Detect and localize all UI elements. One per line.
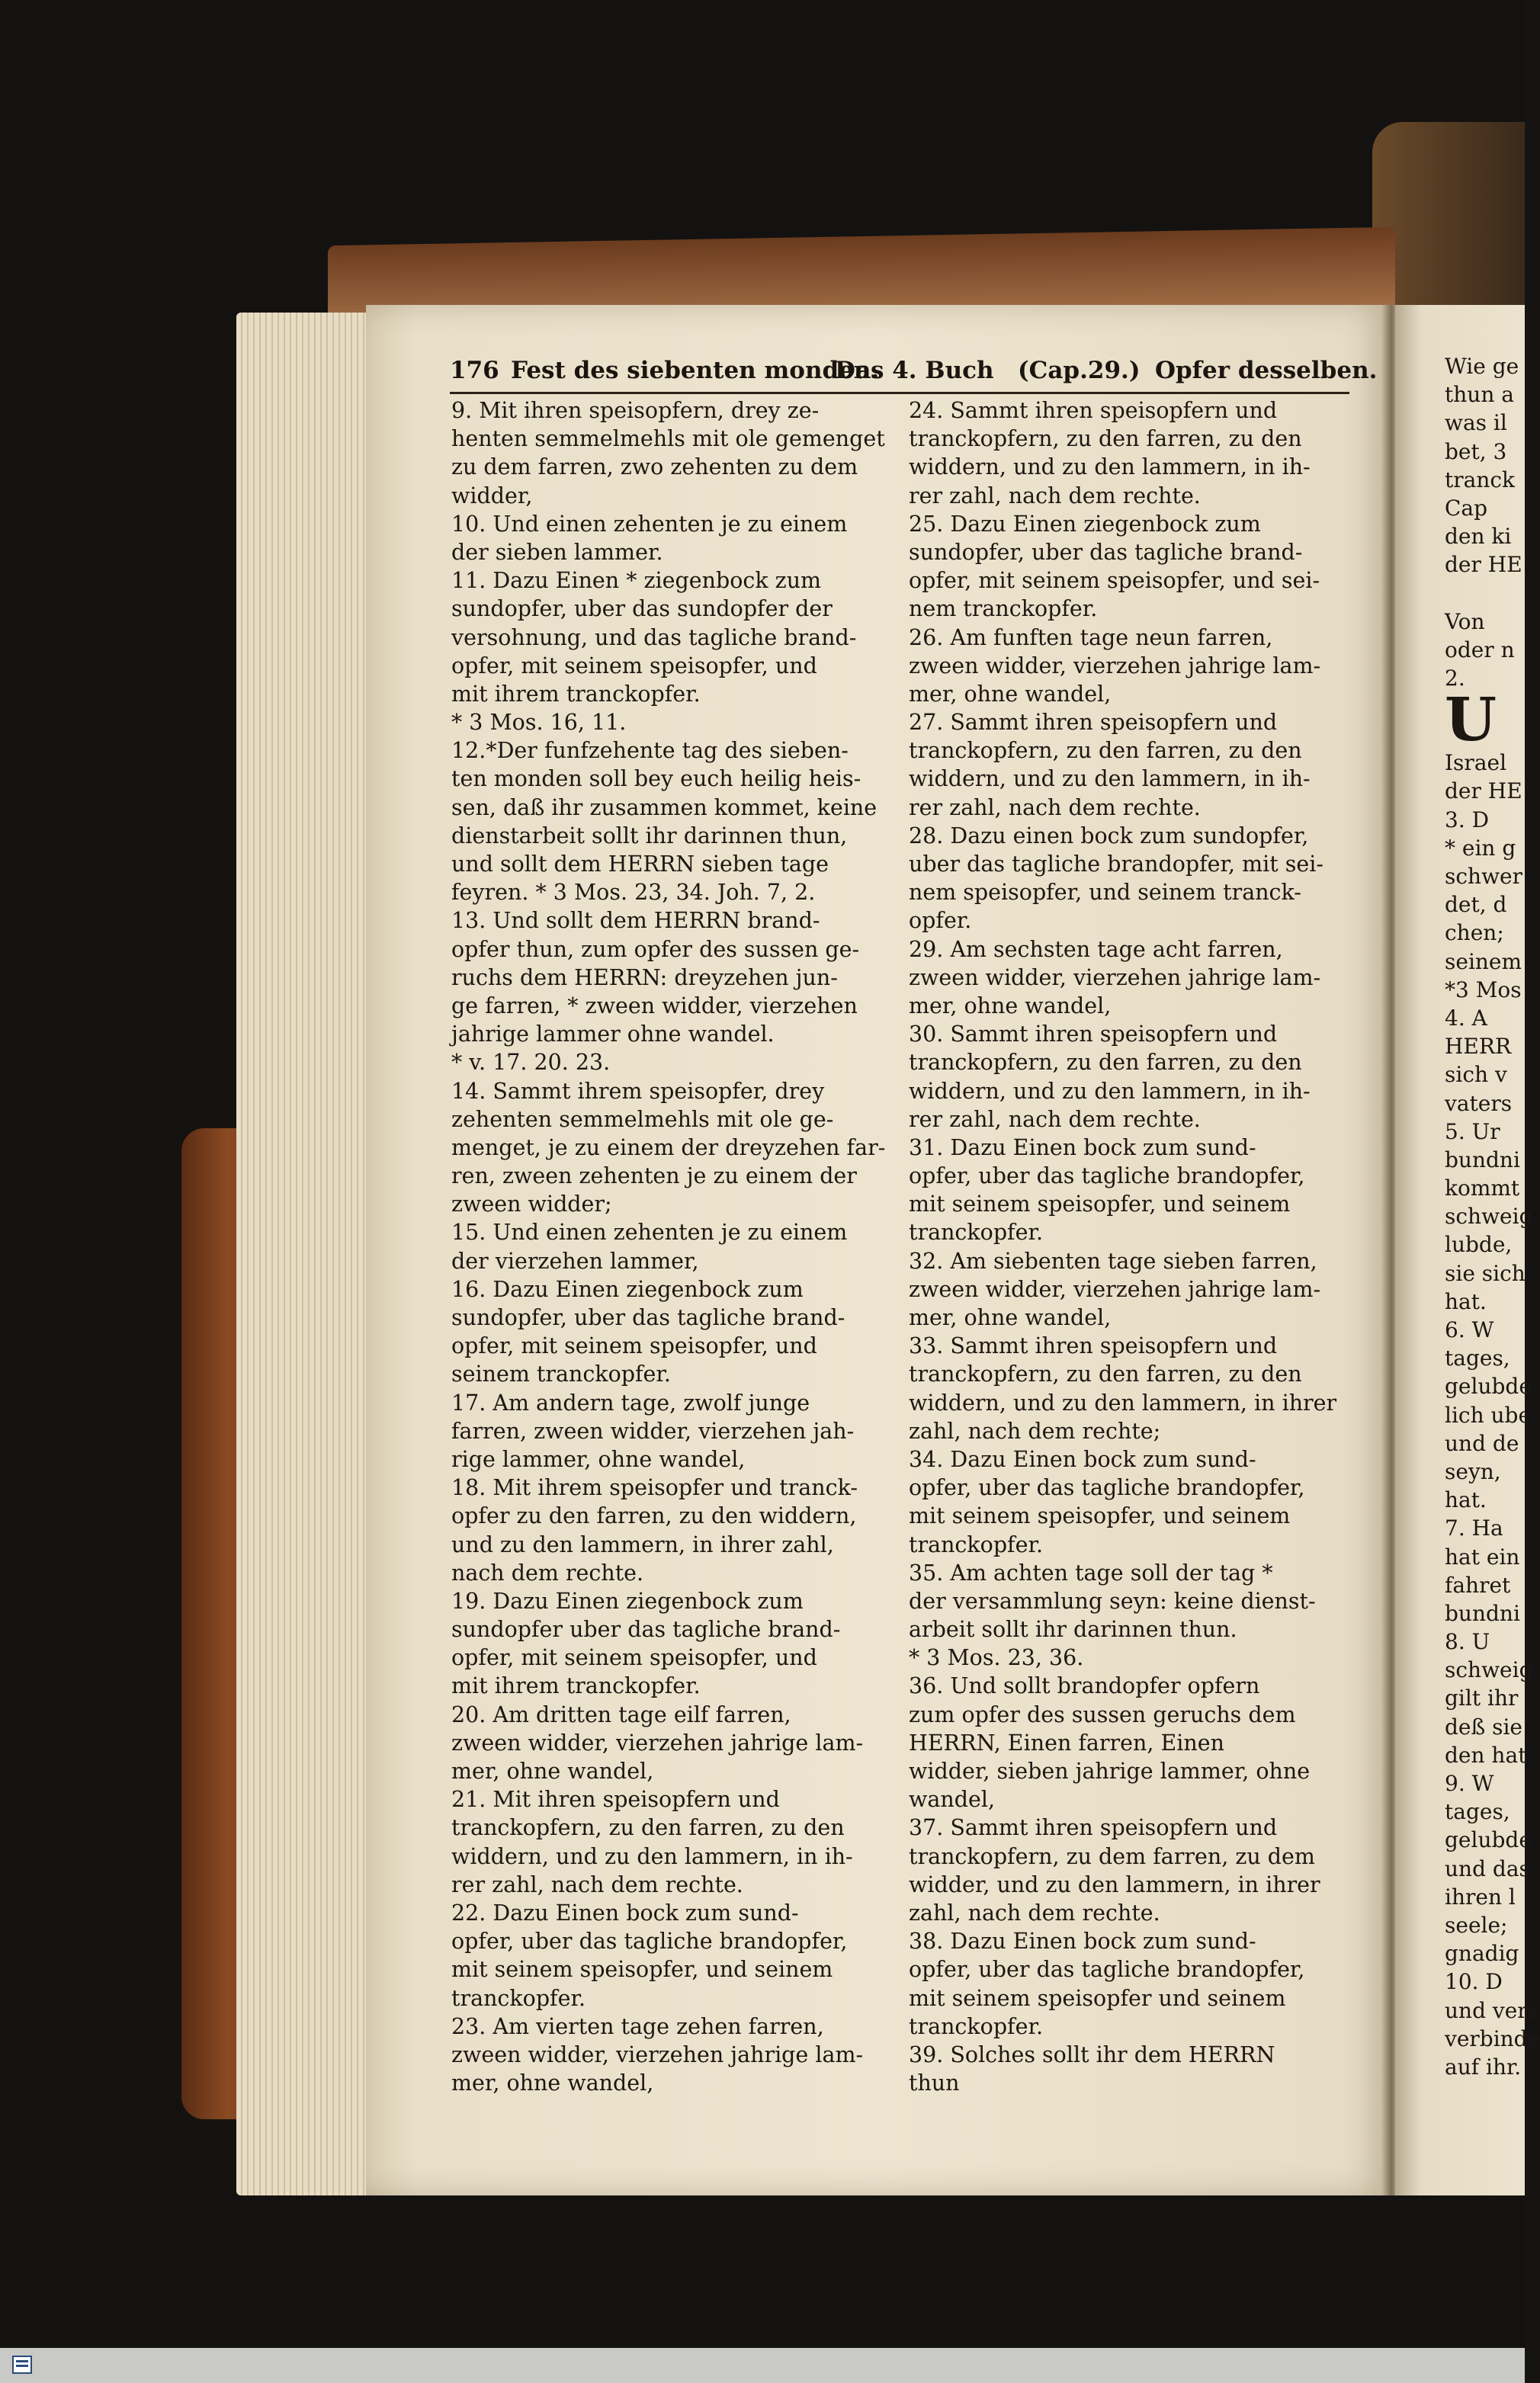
- text-line: 28. Dazu einen bock zum sundopfer,: [909, 823, 1309, 848]
- facing-text-line: 2.: [1445, 666, 1465, 691]
- text-line: opfer, mit seinem speisopfer, und sei-: [909, 568, 1320, 594]
- text-line: 32. Am siebenten tage sieben farren,: [909, 1248, 1317, 1274]
- facing-text-line: und das: [1445, 1855, 1530, 1881]
- text-line: rer zahl, nach dem rechte.: [909, 1106, 1201, 1132]
- text-line: nach dem rechte.: [451, 1560, 644, 1586]
- running-head: [450, 357, 1378, 390]
- header-book: Das 4. Buch: [835, 357, 994, 384]
- facing-text-line: 7. Ha: [1445, 1515, 1503, 1541]
- text-line: farren, zween widder, vierzehen jah-: [451, 1418, 855, 1444]
- facing-text-line: gelubde: [1445, 1827, 1532, 1853]
- text-line: mit ihrem tranckopfer.: [451, 681, 701, 707]
- text-line: zween widder, vierzehen jahrige lam-: [451, 2041, 864, 2067]
- text-line: seinem tranckopfer.: [451, 1361, 671, 1387]
- text-line: 23. Am vierten tage zehen farren,: [451, 2013, 824, 2039]
- text-line: uber das tagliche brandopfer, mit sei-: [909, 852, 1324, 877]
- library-logo-icon[interactable]: [5, 2351, 40, 2378]
- text-line: 25. Dazu Einen ziegenbock zum: [909, 511, 1261, 537]
- viewer-footer: [0, 2348, 1525, 2383]
- text-line: tranckopfern, zu den farren, zu den: [909, 426, 1302, 452]
- text-line: der vierzehen lammer,: [451, 1248, 699, 1274]
- text-line: mer, ohne wandel,: [451, 2070, 654, 2096]
- text-line: opfer, uber das tagliche brandopfer,: [909, 1163, 1305, 1189]
- facing-text-line: und vers: [1445, 1997, 1539, 2023]
- text-line: 19. Dazu Einen ziegenbock zum: [451, 1588, 804, 1614]
- text-line: 29. Am sechsten tage acht farren,: [909, 936, 1283, 962]
- text-line: zu dem farren, zwo zehenten zu dem: [451, 454, 858, 480]
- text-line: widdern, und zu den lammern, in ih-: [451, 1843, 853, 1869]
- text-line: thun: [909, 2070, 960, 2096]
- text-line: der sieben lammer.: [451, 539, 663, 565]
- right-text-column: [909, 396, 1355, 2097]
- text-line: widder, und zu den lammern, in ihrer: [909, 1871, 1320, 1897]
- facing-text-line: Wie ge: [1445, 354, 1519, 379]
- text-line: 16. Dazu Einen ziegenbock zum: [451, 1276, 804, 1302]
- facing-text-line: bundni: [1445, 1147, 1520, 1172]
- text-line: nem tranckopfer.: [909, 596, 1098, 622]
- header-chapter: (Cap.29.): [1018, 357, 1141, 384]
- text-line: dienstarbeit sollt ihr darinnen thun,: [451, 823, 848, 848]
- text-line: sundopfer, uber das tagliche brand-: [451, 1305, 845, 1330]
- text-line: tranckopfern, zu den farren, zu den: [909, 1361, 1302, 1387]
- facing-text-line: gilt ihr: [1445, 1685, 1519, 1711]
- text-line: mit seinem speisopfer, und seinem: [909, 1503, 1291, 1529]
- text-line: wandel,: [909, 1787, 996, 1813]
- text-line: 30. Sammt ihren speisopfern und: [909, 1022, 1278, 1047]
- facing-text-line: der HE: [1445, 778, 1522, 804]
- facing-text-line: hat.: [1445, 1487, 1487, 1513]
- text-line: ren, zween zehenten je zu einem der: [451, 1163, 857, 1189]
- facing-text-line: * ein g: [1445, 835, 1516, 861]
- text-line: 35. Am achten tage soll der tag *: [909, 1560, 1273, 1586]
- text-line: tranckopfer.: [451, 1985, 586, 2011]
- page-number: 176: [450, 357, 499, 384]
- text-line: mer, ohne wandel,: [451, 1759, 654, 1784]
- text-line: 38. Dazu Einen bock zum sund-: [909, 1929, 1256, 1955]
- text-line: 37. Sammt ihren speisopfern und: [909, 1815, 1278, 1841]
- text-line: zahl, nach dem rechte.: [909, 1900, 1160, 1926]
- text-line: mit seinem speisopfer, und seinem: [451, 1957, 833, 1983]
- text-line: widdern, und zu den lammern, in ih-: [909, 1078, 1311, 1104]
- facing-text-line: oder n: [1445, 637, 1515, 662]
- facing-text-line: seele;: [1445, 1912, 1508, 1938]
- facing-text-line: *3 Mos: [1445, 977, 1522, 1002]
- text-line: tranckopfern, zu den farren, zu den: [909, 738, 1302, 764]
- text-line: feyren. * 3 Mos. 23, 34. Joh. 7, 2.: [451, 880, 816, 906]
- facing-text-line: tages,: [1445, 1799, 1510, 1825]
- text-line: tranckopfern, zu dem farren, zu dem: [909, 1843, 1315, 1869]
- facing-text-line: schweig: [1445, 1204, 1533, 1230]
- text-line: mer, ohne wandel,: [909, 1305, 1112, 1330]
- text-line: zehenten semmelmehls mit ole ge-: [451, 1106, 834, 1132]
- text-line: 10. Und einen zehenten je zu einem: [451, 511, 848, 537]
- text-line: opfer, uber das tagliche brandopfer,: [451, 1929, 848, 1955]
- facing-text-line: 9. W: [1445, 1771, 1494, 1796]
- text-line: opfer, mit seinem speisopfer, und: [451, 653, 817, 678]
- facing-text-line: lubde,: [1445, 1232, 1513, 1258]
- text-line: 22. Dazu Einen bock zum sund-: [451, 1900, 799, 1926]
- text-line: widder, sieben jahrige lammer, ohne: [909, 1759, 1311, 1784]
- text-line: zween widder, vierzehen jahrige lam-: [909, 964, 1321, 990]
- facing-text-line: Cap: [1445, 495, 1488, 521]
- facing-text-line: hat.: [1445, 1288, 1487, 1314]
- text-line: mit ihrem tranckopfer.: [451, 1673, 701, 1699]
- text-line: tranckopfer.: [909, 1531, 1044, 1557]
- text-line: tranckopfern, zu den farren, zu den: [451, 1815, 845, 1841]
- text-line: nem speisopfer, und seinem tranck-: [909, 880, 1301, 906]
- text-line: und sollt dem HERRN sieben tage: [451, 852, 829, 877]
- text-line: rige lammer, ohne wandel,: [451, 1446, 746, 1472]
- facing-text-line: 4. A: [1445, 1005, 1487, 1031]
- text-line: 20. Am dritten tage eilf farren,: [451, 1701, 791, 1727]
- text-line: widder,: [451, 483, 533, 508]
- text-line: zween widder;: [451, 1192, 612, 1217]
- text-line: tranckopfern, zu den farren, zu den: [909, 1050, 1302, 1076]
- facing-text-line: 3. D: [1445, 807, 1490, 832]
- text-line: mit seinem speisopfer und seinem: [909, 1985, 1286, 2011]
- drop-initial: U: [1445, 685, 1497, 755]
- text-line: 24. Sammt ihren speisopfern und: [909, 398, 1278, 423]
- text-line: ge farren, * zween widder, vierzehen: [451, 993, 858, 1018]
- facing-text-line: Von: [1445, 608, 1485, 634]
- facing-text-line: auf ihr.: [1445, 2054, 1522, 2080]
- text-line: zum opfer des sussen geruchs dem: [909, 1701, 1296, 1727]
- facing-text-line: tages,: [1445, 1345, 1510, 1371]
- text-line: jahrige lammer ohne wandel.: [451, 1022, 775, 1047]
- text-line: sundopfer uber das tagliche brand-: [451, 1617, 841, 1643]
- text-line: 34. Dazu Einen bock zum sund-: [909, 1446, 1256, 1472]
- text-line: tranckopfer.: [909, 1220, 1044, 1246]
- facing-text-line: sich v: [1445, 1062, 1507, 1088]
- text-line: rer zahl, nach dem rechte.: [909, 794, 1201, 820]
- text-line: 21. Mit ihren speisopfern und: [451, 1787, 780, 1813]
- facing-text-line: chen;: [1445, 920, 1504, 946]
- facing-text-line: 8. U: [1445, 1629, 1490, 1655]
- text-line: opfer, mit seinem speisopfer, und: [451, 1645, 817, 1671]
- facing-text-line: den hat: [1445, 1742, 1527, 1768]
- facing-text-line: HERR: [1445, 1034, 1512, 1060]
- facing-text-line: was il: [1445, 410, 1507, 436]
- facing-text-line: det, d: [1445, 892, 1507, 918]
- facing-text-line: gelubde: [1445, 1374, 1532, 1400]
- header-subject: Opfer desselben.: [1155, 357, 1378, 384]
- facing-text-line: seyn,: [1445, 1458, 1501, 1484]
- text-line: 26. Am funften tage neun farren,: [909, 624, 1273, 650]
- text-line: 15. Und einen zehenten je zu einem: [451, 1220, 848, 1246]
- text-line: tranckopfer.: [909, 2013, 1044, 2039]
- facing-text-line: deß sie: [1445, 1714, 1522, 1740]
- text-line: rer zahl, nach dem rechte.: [451, 1871, 743, 1897]
- text-line: menget, je zu einem der dreyzehen far-: [451, 1134, 886, 1160]
- facing-text-line: Israel: [1445, 750, 1507, 776]
- text-line: opfer.: [909, 908, 972, 934]
- facing-text-line: thun a: [1445, 382, 1514, 408]
- header-title: Fest des siebenten monden.: [511, 357, 880, 384]
- facing-text-line: lich ube: [1445, 1402, 1532, 1428]
- text-line: ruchs dem HERRN: dreyzehen jun-: [451, 964, 838, 990]
- text-line: zween widder, vierzehen jahrige lam-: [451, 1730, 864, 1756]
- text-line: der versammlung seyn: keine dienst-: [909, 1588, 1316, 1614]
- facing-text-line: den ki: [1445, 524, 1512, 550]
- text-line: 18. Mit ihrem speisopfer und tranck-: [451, 1475, 858, 1501]
- facing-text-line: verbinde: [1445, 2025, 1540, 2051]
- text-line: sen, daß ihr zusammen kommet, keine: [451, 794, 877, 820]
- text-line: 17. Am andern tage, zwolf junge: [451, 1390, 810, 1416]
- text-line: 12.*Der funfzehente tag des sieben-: [451, 738, 849, 764]
- text-line: zahl, nach dem rechte;: [909, 1418, 1161, 1444]
- text-line: zween widder, vierzehen jahrige lam-: [909, 653, 1321, 678]
- facing-text-line: der HE: [1445, 552, 1522, 578]
- text-line: 31. Dazu Einen bock zum sund-: [909, 1134, 1256, 1160]
- text-line: 13. Und sollt dem HERRN brand-: [451, 908, 820, 934]
- text-line: widdern, und zu den lammern, in ih-: [909, 766, 1311, 792]
- facing-text-line: fahret: [1445, 1572, 1511, 1598]
- header-rule: [450, 392, 1349, 394]
- left-text-column: [451, 396, 897, 2097]
- text-line: mer, ohne wandel,: [909, 681, 1112, 707]
- facing-text-line: sie sich: [1445, 1260, 1526, 1286]
- text-line: widdern, und zu den lammern, in ih-: [909, 454, 1311, 480]
- facing-text-line: 6. W: [1445, 1317, 1494, 1342]
- facing-text-line: bet, 3: [1445, 438, 1507, 464]
- text-line: opfer thun, zum opfer des sussen ge-: [451, 936, 860, 962]
- facing-text-line: tranck: [1445, 467, 1516, 492]
- text-line: arbeit sollt ihr darinnen thun.: [909, 1617, 1237, 1643]
- page-edges: [236, 313, 381, 2195]
- text-line: * 3 Mos. 16, 11.: [451, 710, 627, 736]
- facing-text-line: gnadig: [1445, 1941, 1519, 1967]
- text-line: 14. Sammt ihrem speisopfer, drey: [451, 1078, 825, 1104]
- facing-text-line: bundni: [1445, 1600, 1520, 1626]
- text-line: widdern, und zu den lammern, in ihrer: [909, 1390, 1337, 1416]
- text-line: 36. Und sollt brandopfer opfern: [909, 1673, 1260, 1699]
- text-line: * 3 Mos. 23, 36.: [909, 1645, 1084, 1671]
- text-line: und zu den lammern, in ihrer zahl,: [451, 1531, 834, 1557]
- facing-text-line: kommt: [1445, 1175, 1520, 1201]
- text-line: 39. Solches sollt ihr dem HERRN: [909, 2041, 1275, 2067]
- text-line: ten monden soll bey euch heilig heis-: [451, 766, 861, 792]
- text-line: opfer, uber das tagliche brandopfer,: [909, 1957, 1305, 1983]
- text-line: sundopfer, uber das sundopfer der: [451, 596, 833, 622]
- text-line: henten semmelmehls mit ole gemenget: [451, 426, 885, 452]
- book-spine: [1372, 122, 1525, 320]
- facing-text-line: [1445, 579, 1525, 608]
- text-line: rer zahl, nach dem rechte.: [909, 483, 1201, 508]
- text-line: HERRN, Einen farren, Einen: [909, 1730, 1224, 1756]
- facing-text-line: 5. Ur: [1445, 1118, 1500, 1144]
- text-line: mer, ohne wandel,: [909, 993, 1112, 1018]
- facing-text-line: schweig: [1445, 1657, 1533, 1683]
- text-line: opfer, mit seinem speisopfer, und: [451, 1333, 817, 1359]
- facing-text-line: ihren l: [1445, 1884, 1516, 1910]
- text-line: * v. 17. 20. 23.: [451, 1050, 611, 1076]
- facing-text-line: vaters: [1445, 1090, 1513, 1116]
- text-line: 9. Mit ihren speisopfern, drey ze-: [451, 398, 820, 423]
- text-line: versohnung, und das tagliche brand-: [451, 624, 857, 650]
- facing-text-line: 10. D: [1445, 1969, 1503, 1995]
- facing-text-line: und de: [1445, 1430, 1519, 1456]
- text-line: mit seinem speisopfer, und seinem: [909, 1192, 1291, 1217]
- facing-text-line: schwer: [1445, 864, 1523, 889]
- text-line: zween widder, vierzehen jahrige lam-: [909, 1276, 1321, 1302]
- facing-text-line: seinem: [1445, 948, 1522, 974]
- text-line: 33. Sammt ihren speisopfern und: [909, 1333, 1278, 1359]
- text-line: sundopfer, uber das tagliche brand-: [909, 539, 1303, 565]
- text-line: opfer zu den farren, zu den widdern,: [451, 1503, 857, 1529]
- text-line: 27. Sammt ihren speisopfern und: [909, 710, 1278, 736]
- facing-text-line: hat ein: [1445, 1544, 1520, 1570]
- facing-page-text: [1445, 352, 1540, 2081]
- text-line: opfer, uber das tagliche brandopfer,: [909, 1475, 1305, 1501]
- text-line: 11. Dazu Einen * ziegenbock zum: [451, 568, 822, 594]
